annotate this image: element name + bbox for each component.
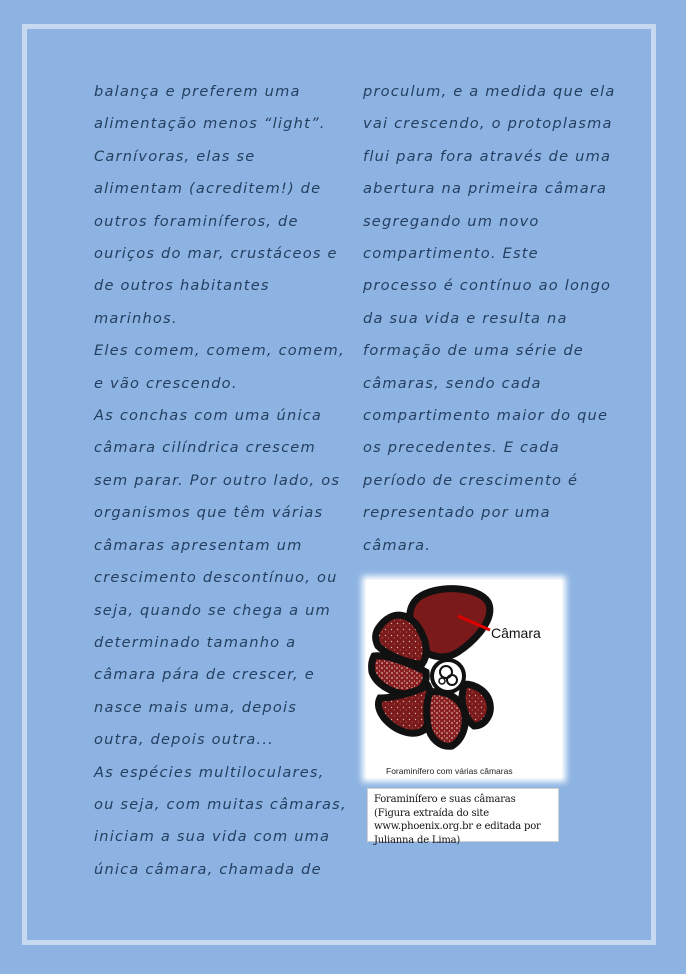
text-line: alimentam (acreditem!) de bbox=[94, 180, 322, 198]
text-line: câmaras, sendo cada bbox=[363, 374, 542, 392]
text-line: câmara pára de crescer, e bbox=[94, 666, 315, 684]
text-line: outros foraminíferos, de bbox=[94, 212, 299, 230]
text-line: período de crescimento é bbox=[363, 471, 579, 489]
text-line: As espécies multiloculares, bbox=[94, 763, 325, 781]
text-line: câmara. bbox=[363, 536, 432, 554]
text-line: os precedentes. E cada bbox=[363, 439, 560, 457]
text-line: iniciam a sua vida com uma bbox=[94, 828, 331, 846]
chamber-label: Câmara bbox=[491, 625, 541, 641]
text-line: compartimento. Este bbox=[363, 245, 539, 263]
text-line: flui para fora através de uma bbox=[363, 147, 612, 165]
text-line: ouriços do mar, crustáceos e bbox=[94, 245, 338, 263]
text-line: abertura na primeira câmara bbox=[363, 180, 608, 198]
text-line: ou seja, com muitas câmaras, bbox=[94, 795, 347, 813]
foraminifera-illustration bbox=[366, 580, 562, 778]
text-line: proculum, e a medida que ela bbox=[363, 83, 616, 100]
text-line: formação de uma série de bbox=[363, 342, 584, 360]
text-line: vai crescendo, o protoplasma bbox=[363, 115, 613, 133]
text-line: Carnívoras, elas se bbox=[94, 147, 256, 165]
text-line: Eles comem, comem, comem, bbox=[94, 342, 345, 360]
text-line: compartimento maior do que bbox=[363, 407, 609, 425]
foraminifera-figure bbox=[366, 580, 562, 778]
text-line: crescimento descontínuo, ou bbox=[94, 569, 338, 587]
text-line: alimentação menos “light”. bbox=[94, 115, 326, 133]
text-line: marinhos. bbox=[94, 309, 178, 327]
text-line: câmaras apresentam um bbox=[94, 536, 303, 554]
text-line: câmara cilíndrica crescem bbox=[94, 439, 316, 457]
text-line: segregando um novo bbox=[363, 212, 540, 230]
text-line: determinado tamanho a bbox=[94, 633, 297, 651]
text-line: e vão crescendo. bbox=[94, 374, 238, 392]
figure-caption: Foraminífero e suas câmaras (Figura extraída do site www.phoenix.org.br e editada por Julianna de Lima) bbox=[367, 788, 559, 842]
text-line: balança e preferem uma bbox=[94, 83, 301, 100]
text-line: As conchas com uma única bbox=[94, 407, 323, 425]
left-text-column bbox=[94, 76, 347, 886]
chamber-6 bbox=[462, 684, 490, 726]
text-line: única câmara, chamada de bbox=[94, 860, 322, 878]
text-line: outra, depois outra... bbox=[94, 731, 275, 749]
text-line: sem parar. Por outro lado, os bbox=[94, 471, 341, 489]
text-line: seja, quando se chega a um bbox=[94, 601, 331, 619]
right-text-column bbox=[363, 76, 616, 562]
text-line: representado por uma bbox=[363, 504, 551, 522]
text-line: organismos que têm várias bbox=[94, 504, 324, 522]
text-line: nasce mais uma, depois bbox=[94, 698, 298, 716]
figure-inner-caption: Foraminífero com várias câmaras bbox=[386, 766, 513, 776]
text-line: processo é contínuo ao longo bbox=[363, 277, 612, 295]
text-line: de outros habitantes bbox=[94, 277, 270, 295]
text-line: da sua vida e resulta na bbox=[363, 309, 568, 327]
